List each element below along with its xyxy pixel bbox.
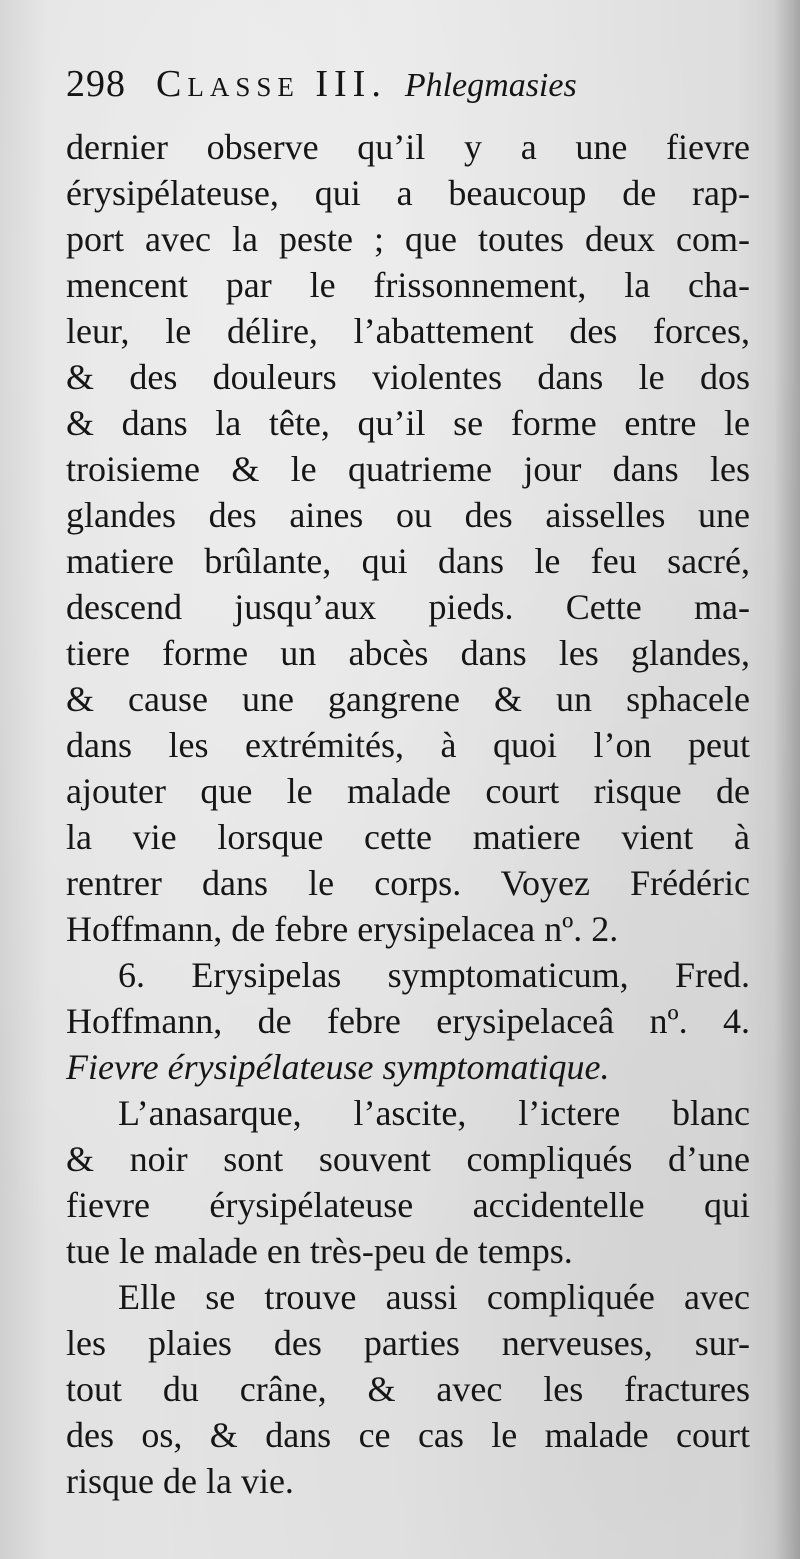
- running-title: Phlegmasies: [404, 67, 577, 104]
- text-line: port avec la peste ; que toutes deux com-: [66, 219, 750, 259]
- text-line: 6. Erysipelas symptomaticum, Fred.: [118, 955, 750, 995]
- text-line: & dans la tête, qu’il se forme entre le: [66, 403, 750, 443]
- text-line: mencent par le frissonnement, la cha-: [66, 265, 750, 305]
- text-line: descend jusqu’aux pieds. Cette ma-: [66, 587, 750, 627]
- text-line: Hoffmann, de febre erysipelacea nº. 2.: [66, 909, 619, 949]
- text-line: les plaies des parties nerveuses, sur-: [66, 1323, 750, 1363]
- text-line: matiere brûlante, qui dans le feu sacré,: [66, 541, 750, 581]
- text-line: érysipélateuse, qui a beaucoup de rap-: [66, 173, 750, 213]
- class-heading: Classe III.: [156, 63, 387, 105]
- text-line: risque de la vie.: [66, 1461, 294, 1501]
- text-line: dernier observe qu’il y a une fievre: [66, 127, 750, 167]
- page-number: 298: [66, 63, 126, 105]
- page-edge-shadow: [774, 0, 800, 1559]
- body-text: [66, 124, 750, 1504]
- text-line: Fievre érysipélateuse symptomatique.: [66, 1047, 610, 1087]
- text-line: tout du crâne, & avec les fractures: [66, 1369, 750, 1409]
- text-line: ajouter que le malade court risque de: [66, 771, 750, 811]
- text-line: dans les extrémités, à quoi l’on peut: [66, 725, 750, 765]
- text-line: troisieme & le quatrieme jour dans les: [66, 449, 750, 489]
- text-line: Hoffmann, de febre erysipelaceâ nº. 4.: [66, 1001, 750, 1041]
- text-line: L’anasarque, l’ascite, l’ictere blanc: [118, 1093, 750, 1133]
- text-line: des os, & dans ce cas le malade court: [66, 1415, 750, 1455]
- running-header: [66, 62, 766, 122]
- text-line: leur, le délire, l’abattement des forces,: [66, 311, 750, 351]
- text-line: & cause une gangrene & un sphacele: [66, 679, 750, 719]
- text-line: Elle se trouve aussi compliquée avec: [118, 1277, 750, 1317]
- text-line: tue le malade en très-peu de temps.: [66, 1231, 573, 1271]
- text-line: tiere forme un abcès dans les glandes,: [66, 633, 750, 673]
- text-line: glandes des aines ou des aisselles une: [66, 495, 750, 535]
- text-line: la vie lorsque cette matiere vient à: [66, 817, 750, 857]
- text-line: fievre érysipélateuse accidentelle qui: [66, 1185, 750, 1225]
- text-line: & noir sont souvent compliqués d’une: [66, 1139, 750, 1179]
- text-line: rentrer dans le corps. Voyez Frédéric: [66, 863, 750, 903]
- text-line: & des douleurs violentes dans le dos: [66, 357, 750, 397]
